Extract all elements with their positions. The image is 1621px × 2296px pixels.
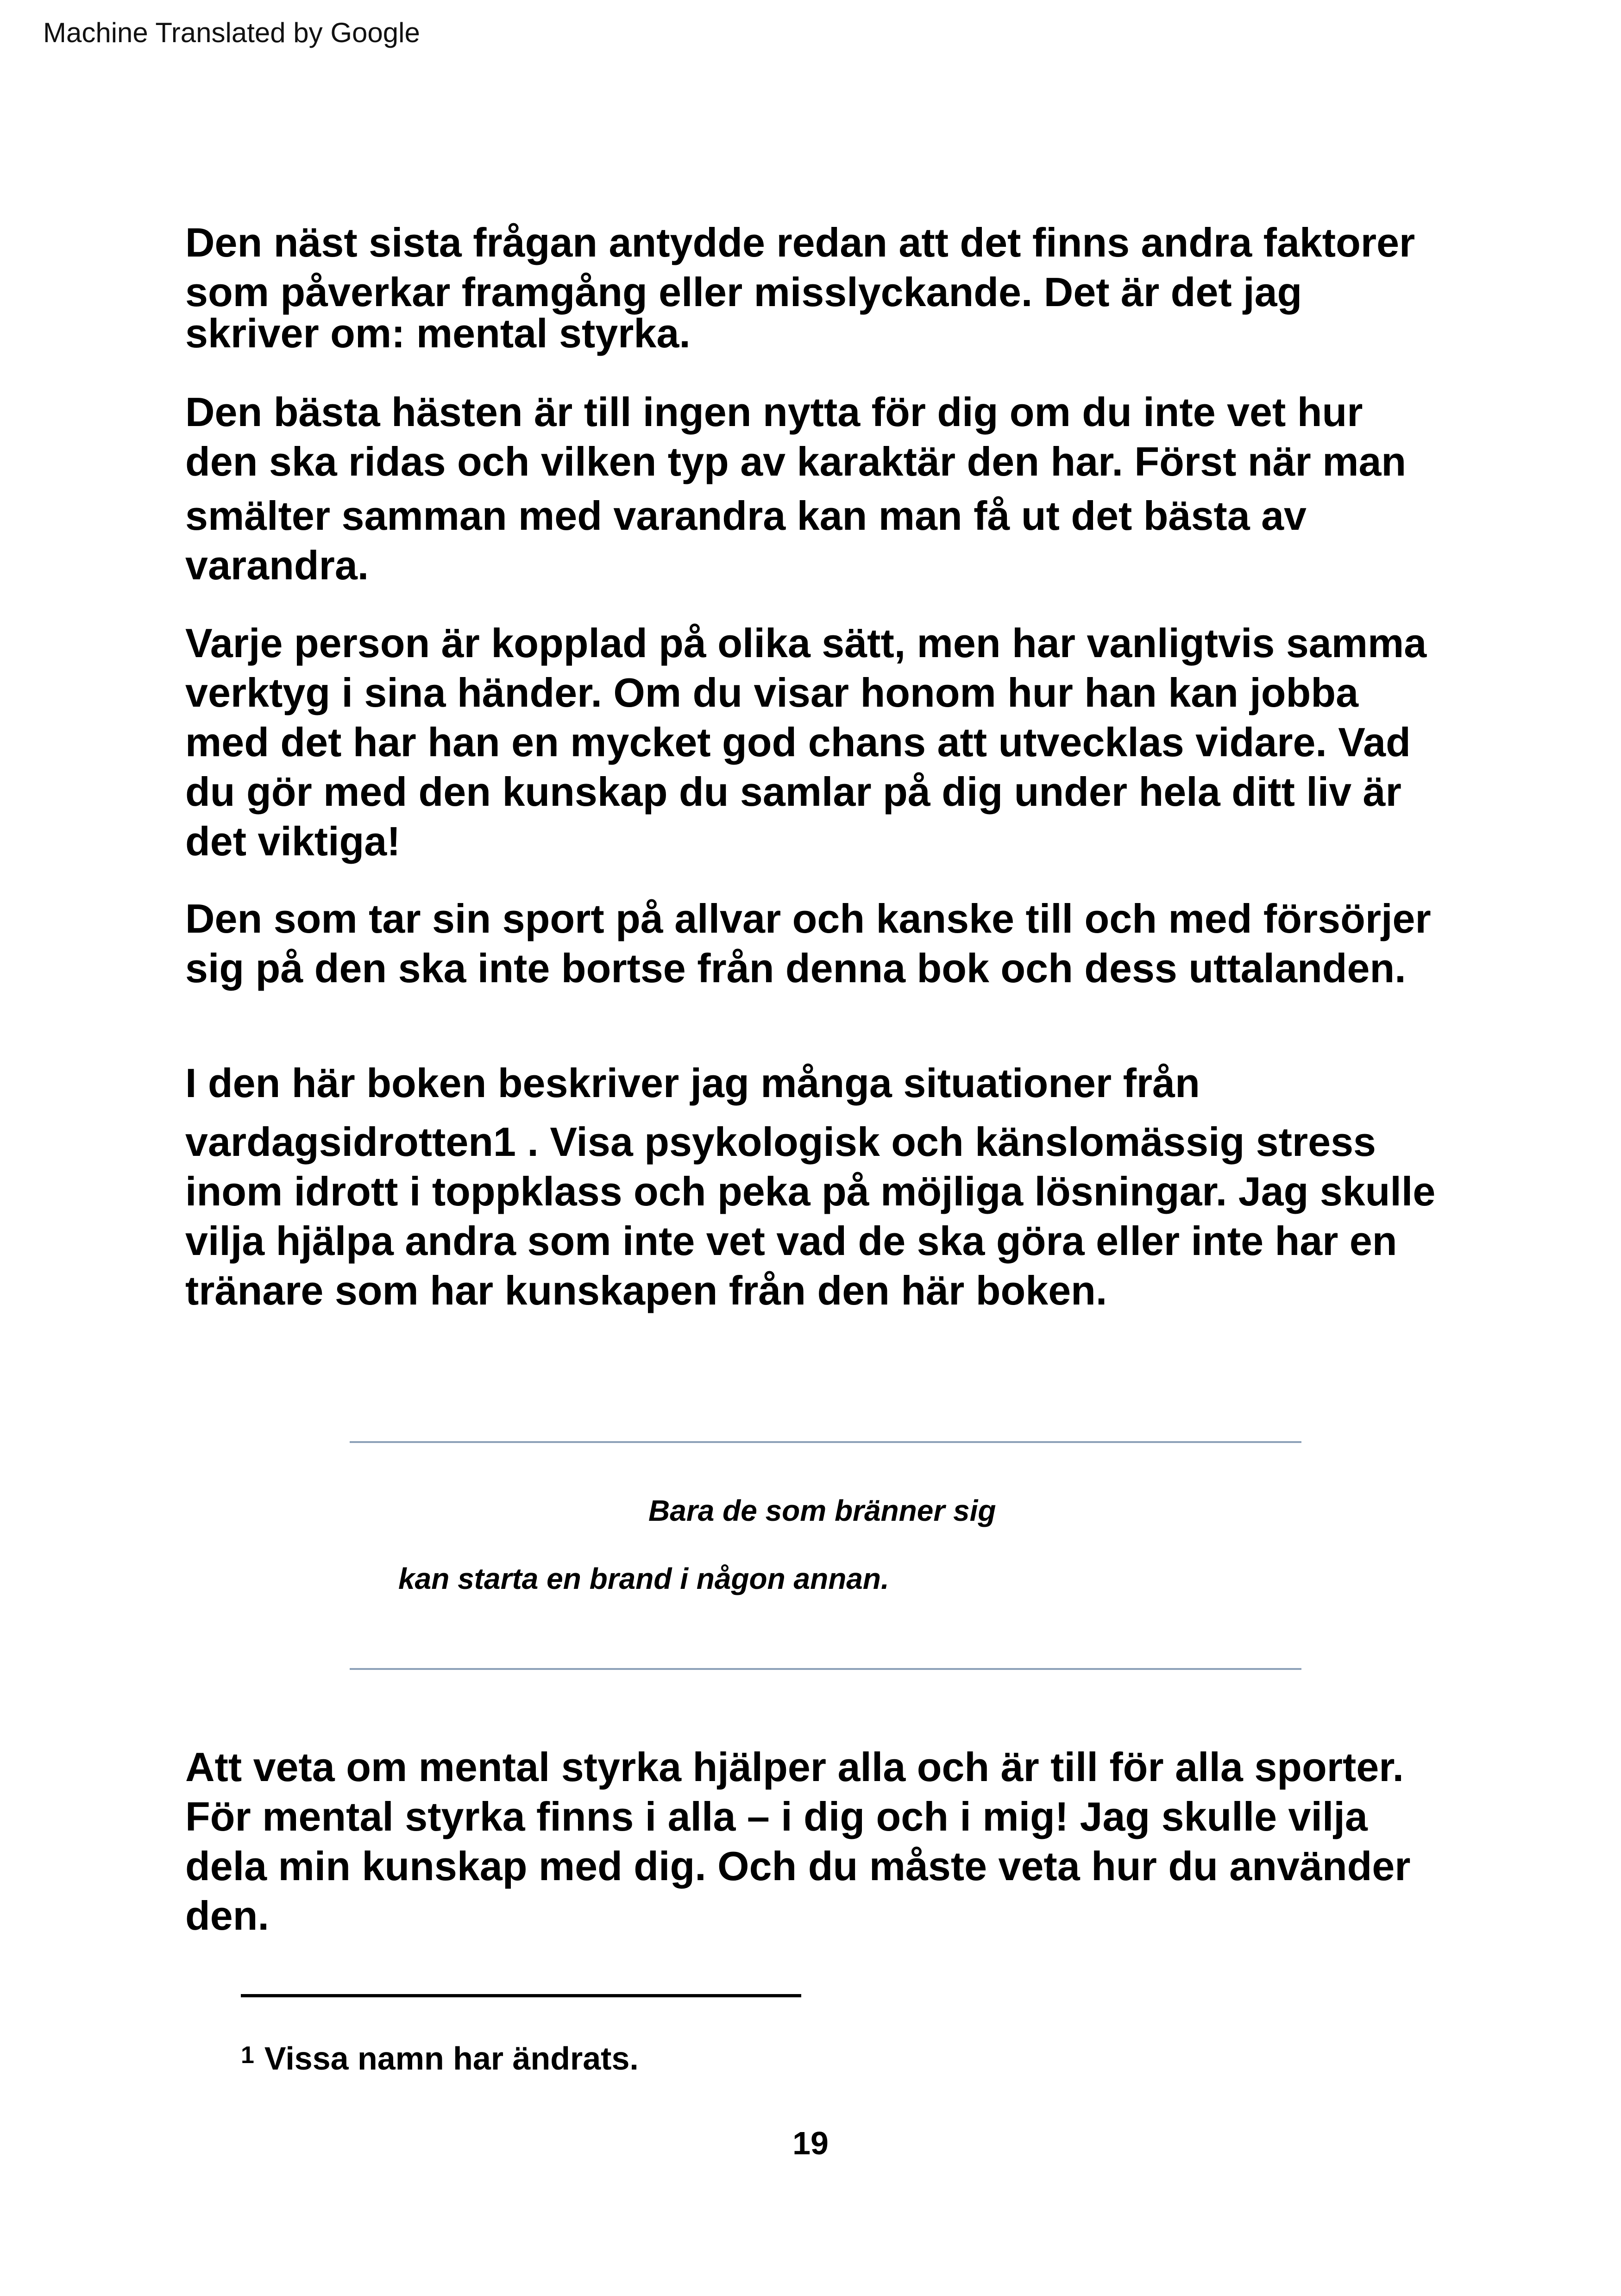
paragraph-4 <box>185 894 1491 993</box>
paragraph-line: Varje person är kopplad på olika sätt, men har vanligtvis samma <box>185 620 1427 666</box>
paragraph-line: smälter samman med varandra kan man få ut det bästa av <box>185 493 1307 539</box>
paragraph-line: vilja hjälpa andra som inte vet vad de ska göra eller inte har en <box>185 1218 1397 1264</box>
machine-translation-banner: Machine Translated by Google <box>43 17 420 48</box>
quote-top-rule <box>350 1441 1301 1443</box>
paragraph-line: Den bästa hästen är till ingen nytta för dig om du inte vet hur <box>185 389 1363 435</box>
paragraph-line: tränare som har kunskapen från den här boken. <box>185 1267 1107 1313</box>
paragraph-1 <box>185 218 1491 358</box>
paragraph-line: verktyg i sina händer. Om du visar honom hur han kan jobba <box>185 670 1359 715</box>
paragraph-line: inom idrott i toppklass och peka på möjliga lösningar. Jag skulle <box>185 1168 1436 1214</box>
quote-line-2: kan starta en brand i någon annan. <box>398 1562 889 1595</box>
footnote <box>241 2040 639 2077</box>
paragraph-6 <box>185 1742 1491 1940</box>
page-number: 19 <box>792 2125 829 2161</box>
paragraph-line: som påverkar framgång eller misslyckande. Det är det jag <box>185 269 1302 315</box>
paragraph-line: skriver om: mental styrka. <box>185 310 691 356</box>
footnote-text: Vissa namn har ändrats. <box>264 2040 639 2076</box>
paragraph-line: Att veta om mental styrka hjälper alla och är till för alla sporter. <box>185 1744 1404 1790</box>
paragraph-line: Den näst sista frågan antydde redan att det finns andra faktorer <box>185 220 1415 265</box>
footnote-separator <box>241 1994 801 1997</box>
paragraph-line: det viktiga! <box>185 818 401 864</box>
paragraph-line: den ska ridas och vilken typ av karaktär den har. Först när man <box>185 439 1407 484</box>
footnote-marker: 1 <box>241 2042 254 2069</box>
paragraph-3 <box>185 618 1491 866</box>
paragraph-line: sig på den ska inte bortse från denna bok och dess uttalanden. <box>185 945 1406 991</box>
quote-line-1: Bara de som bränner sig <box>648 1494 996 1527</box>
paragraph-line: varandra. <box>185 542 369 588</box>
paragraph-5 <box>185 1058 1491 1315</box>
paragraph-2 <box>185 387 1491 590</box>
paragraph-line: Den som tar sin sport på allvar och kanske till och med försörjer <box>185 896 1431 941</box>
paragraph-line: dela min kunskap med dig. Och du måste veta hur du använder <box>185 1843 1411 1889</box>
paragraph-line: den. <box>185 1893 269 1938</box>
paragraph-line: du gör med den kunskap du samlar på dig under hela ditt liv är <box>185 769 1401 815</box>
quote-bottom-rule <box>350 1668 1301 1670</box>
paragraph-line: I den här boken beskriver jag många situationer från <box>185 1060 1200 1106</box>
paragraph-line: För mental styrka finns i alla – i dig och i mig! Jag skulle vilja <box>185 1794 1368 1839</box>
paragraph-line: vardagsidrotten1 . Visa psykologisk och känslomässig stress <box>185 1119 1376 1165</box>
paragraph-line: med det har han en mycket god chans att utvecklas vidare. Vad <box>185 719 1411 765</box>
